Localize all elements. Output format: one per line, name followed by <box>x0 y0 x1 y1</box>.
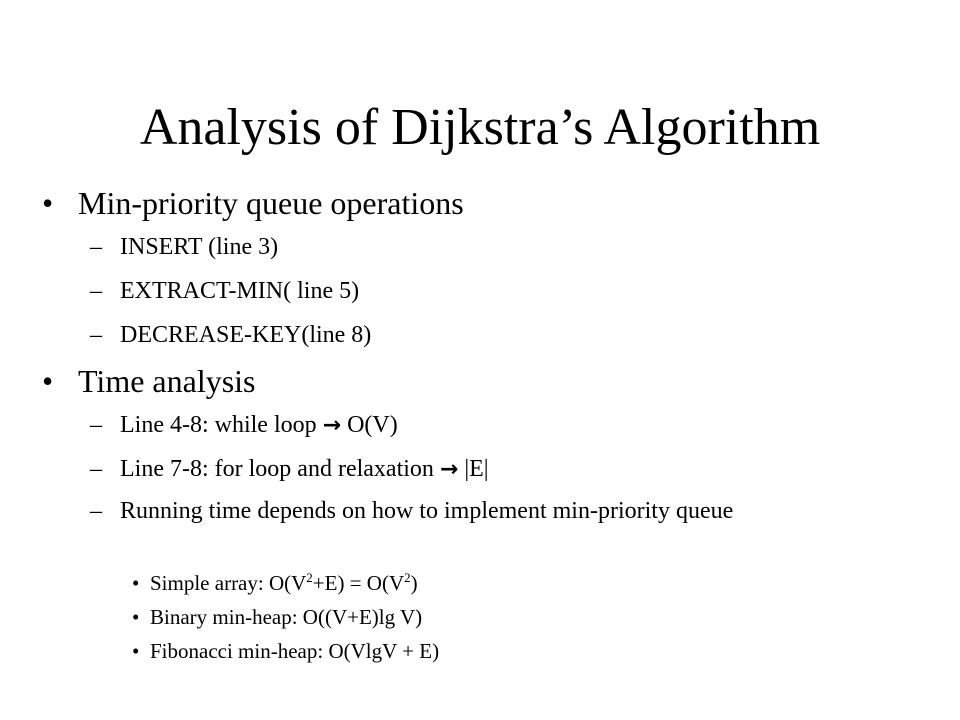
text-after: |E| <box>458 456 489 482</box>
section-heading: Min-priority queue operations <box>78 185 464 221</box>
subsubitem-text: Fibonacci min-heap: O(VlgV + E) <box>150 639 440 663</box>
subsubitem-text <box>150 570 418 596</box>
dash-icon: – <box>90 278 102 304</box>
subsubitem-text: Binary min-heap: O((V+E)lg V) <box>150 605 423 629</box>
subitem-text <box>120 454 489 485</box>
subitem-text: INSERT (line 3) <box>120 234 279 260</box>
dash-icon: – <box>90 412 102 438</box>
bullet-icon: • <box>132 639 140 663</box>
superscript: 2 <box>306 570 313 585</box>
slide-title: Analysis of Dijkstra’s Algorithm <box>139 99 821 156</box>
bullet-icon: • <box>42 185 54 221</box>
subitem-text: DECREASE-KEY(line 8) <box>120 322 372 348</box>
dash-icon: – <box>90 322 102 348</box>
bullet-icon: • <box>42 363 54 399</box>
text-before: Line 4-8: while loop <box>120 412 323 438</box>
arrow-right-icon: → <box>322 413 342 438</box>
text-part-a: Simple array: O(V <box>150 571 307 595</box>
superscript: 2 <box>404 570 411 585</box>
text-part-c: ) <box>410 571 418 595</box>
arrow-right-icon: → <box>439 457 459 482</box>
text-part-b: +E) = O(V <box>312 571 405 595</box>
dash-icon: – <box>90 456 102 482</box>
subitem-text <box>120 410 398 441</box>
bullet-icon: • <box>132 605 140 629</box>
subitem-text: EXTRACT-MIN( line 5) <box>120 278 360 304</box>
subitem-text: Running time depends on how to implement min-priority queue <box>120 498 734 524</box>
text-before: Line 7-8: for loop and relaxation <box>120 456 440 482</box>
bullet-icon: • <box>132 571 140 595</box>
section-heading: Time analysis <box>78 363 256 399</box>
text-after: O(V) <box>341 412 398 438</box>
dash-icon: – <box>90 234 102 260</box>
dash-icon: – <box>90 498 102 524</box>
